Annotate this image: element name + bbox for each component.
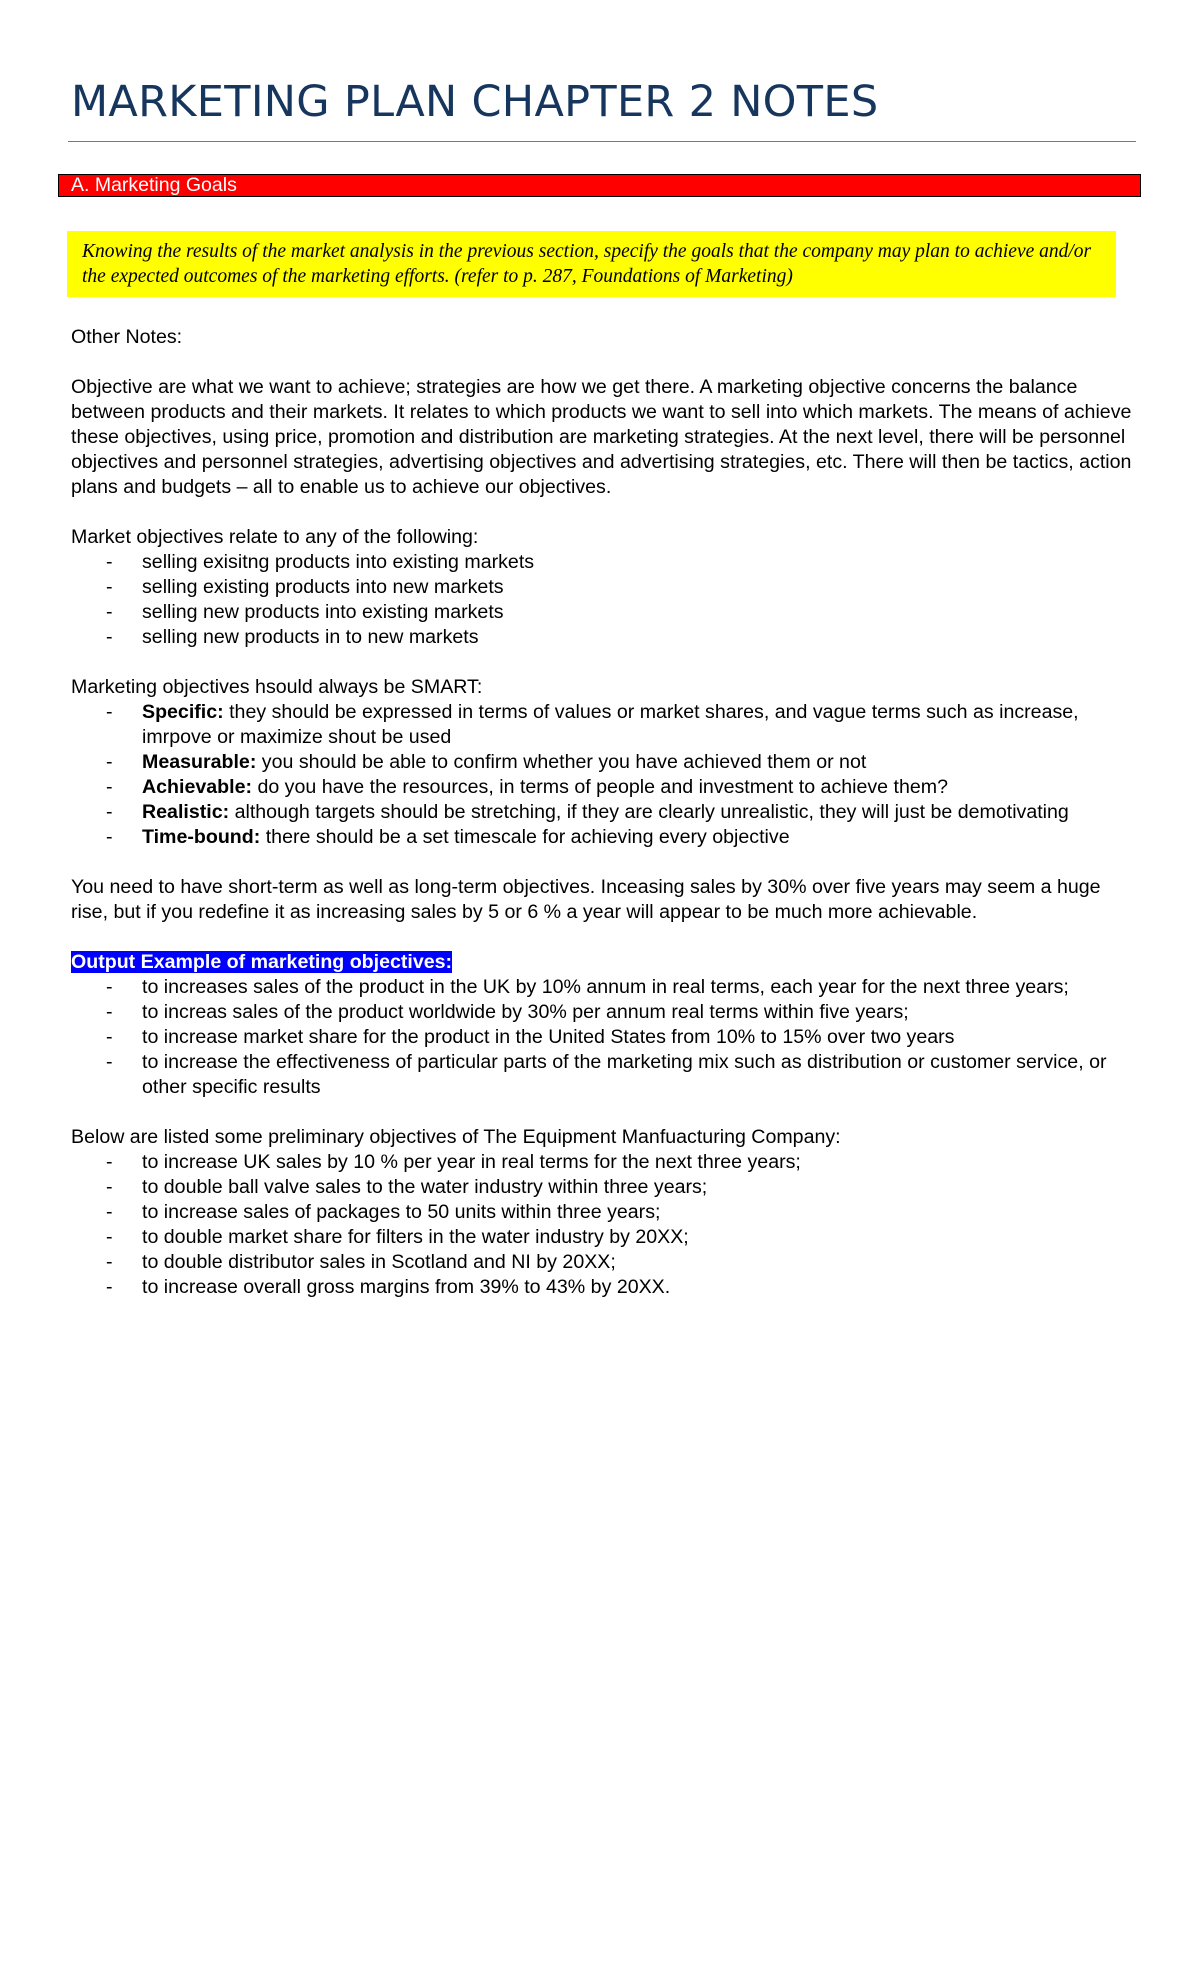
dash-bullet: - (106, 1201, 113, 1223)
smart-list (71, 700, 1141, 850)
list-item: - to increase the effectiveness of particular parts of the marketing mix such as distribution or customer service, or other specific results (106, 1051, 1107, 1098)
preliminary-lead: Below are listed some preliminary objectives of The Equipment Manfuacturing Company: (71, 1126, 841, 1148)
dash-bullet: - (106, 1226, 113, 1248)
output-example-heading-line (71, 950, 1141, 975)
dash-bullet: - (106, 976, 113, 998)
dash-bullet: - (106, 1026, 113, 1048)
dash-bullet: - (106, 776, 113, 798)
other-notes-label: Other Notes: (71, 326, 183, 348)
instruction-box (67, 231, 1116, 297)
list-item: - selling new products into existing markets (106, 601, 504, 623)
list-item: - Achievable: do you have the resources, in terms of people and investment to achieve them? (106, 776, 948, 798)
list-item: - to increase UK sales by 10 % per year in real terms for the next three years; (106, 1151, 801, 1173)
list-item: - selling exisitng products into existing markets (106, 551, 535, 573)
market-objectives-lead: Market objectives relate to any of the following: (71, 526, 479, 548)
list-item: - to increases sales of the product in the UK by 10% annum in real terms, each year for the next three years; (106, 976, 1069, 998)
dash-bullet: - (106, 1051, 113, 1073)
market-objectives-list (71, 550, 1141, 650)
notes-content (71, 325, 1141, 1300)
list-item: - to double ball valve sales to the water industry within three years; (106, 1176, 708, 1198)
list-item: - Time-bound: there should be a set timescale for achieving every objective (106, 826, 790, 848)
dash-bullet: - (106, 1251, 113, 1273)
preliminary-list (71, 1150, 1141, 1300)
output-example-heading: Output Example of marketing objectives: (71, 951, 453, 973)
title-divider (68, 141, 1136, 142)
list-item: - selling new products in to new markets (106, 626, 479, 648)
smart-term: Specific: (142, 701, 224, 723)
list-item: - to increase market share for the product in the United States from 10% to 15% over two years (106, 1026, 955, 1048)
section-heading-bar (58, 174, 1141, 197)
page-title: MARKETING PLAN CHAPTER 2 NOTES (71, 77, 879, 127)
dash-bullet: - (106, 1001, 113, 1023)
dash-bullet: - (106, 801, 113, 823)
dash-bullet: - (106, 1176, 113, 1198)
list-item: - Specific: they should be expressed in terms of values or market shares, and vague terms such as increase, imrpove or maximize shout be used (106, 701, 1079, 748)
list-item: - selling existing products into new markets (106, 576, 504, 598)
smart-lead: Marketing objectives hsould always be SMART: (71, 676, 483, 698)
list-item: - Measurable: you should be able to confirm whether you have achieved them or not (106, 751, 867, 773)
dash-bullet: - (106, 1276, 113, 1298)
list-item: - to increase overall gross margins from 39% to 43% by 20XX. (106, 1276, 671, 1298)
list-item: - to increas sales of the product worldwide by 30% per annum real terms within five years; (106, 1001, 909, 1023)
dash-bullet: - (106, 601, 113, 623)
smart-term: Time-bound: (142, 826, 261, 848)
smart-term: Realistic: (142, 801, 230, 823)
dash-bullet: - (106, 751, 113, 773)
list-item: - to double distributor sales in Scotland and NI by 20XX; (106, 1251, 616, 1273)
smart-term: Achievable: (142, 776, 252, 798)
term-paragraph: You need to have short-term as well as long-term objectives. Inceasing sales by 30% over five years may seem a huge rise, but if you redefine it as increasing sales by 5 or 6 % a year will appear to be much more achievable. (71, 876, 1101, 923)
list-item: - Realistic: although targets should be stretching, if they are clearly unrealistic, they will just be demotivating (106, 801, 1069, 823)
intro-paragraph: Objective are what we want to achieve; strategies are how we get there. A marketing objective concerns the balance between products and their markets. It relates to which products we want to sell into which markets. The means of achieve these objectives, using price, promotion and distribution are marketing strategies. At the next level, there will be personnel objectives and personnel strategies, advertising objectives and advertising strategies, etc. There will then be tactics, action plans and budgets – all to enable us to achieve our objectives. (71, 376, 1132, 498)
dash-bullet: - (106, 576, 113, 598)
instruction-text: Knowing the results of the market analysis in the previous section, specify the goals that the company may plan to achieve and/or the expected outcomes of the marketing efforts. (refer to p. 287, Foundations of Marketing) (82, 241, 1092, 287)
list-item: - to increase sales of packages to 50 units within three years; (106, 1201, 661, 1223)
dash-bullet: - (106, 626, 113, 648)
section-heading: A. Marketing Goals (71, 174, 237, 196)
dash-bullet: - (106, 551, 113, 573)
output-example-list (71, 975, 1141, 1100)
dash-bullet: - (106, 826, 113, 848)
dash-bullet: - (106, 1151, 113, 1173)
list-item: - to double market share for filters in the water industry by 20XX; (106, 1226, 689, 1248)
dash-bullet: - (106, 701, 113, 723)
smart-term: Measurable: (142, 751, 257, 773)
